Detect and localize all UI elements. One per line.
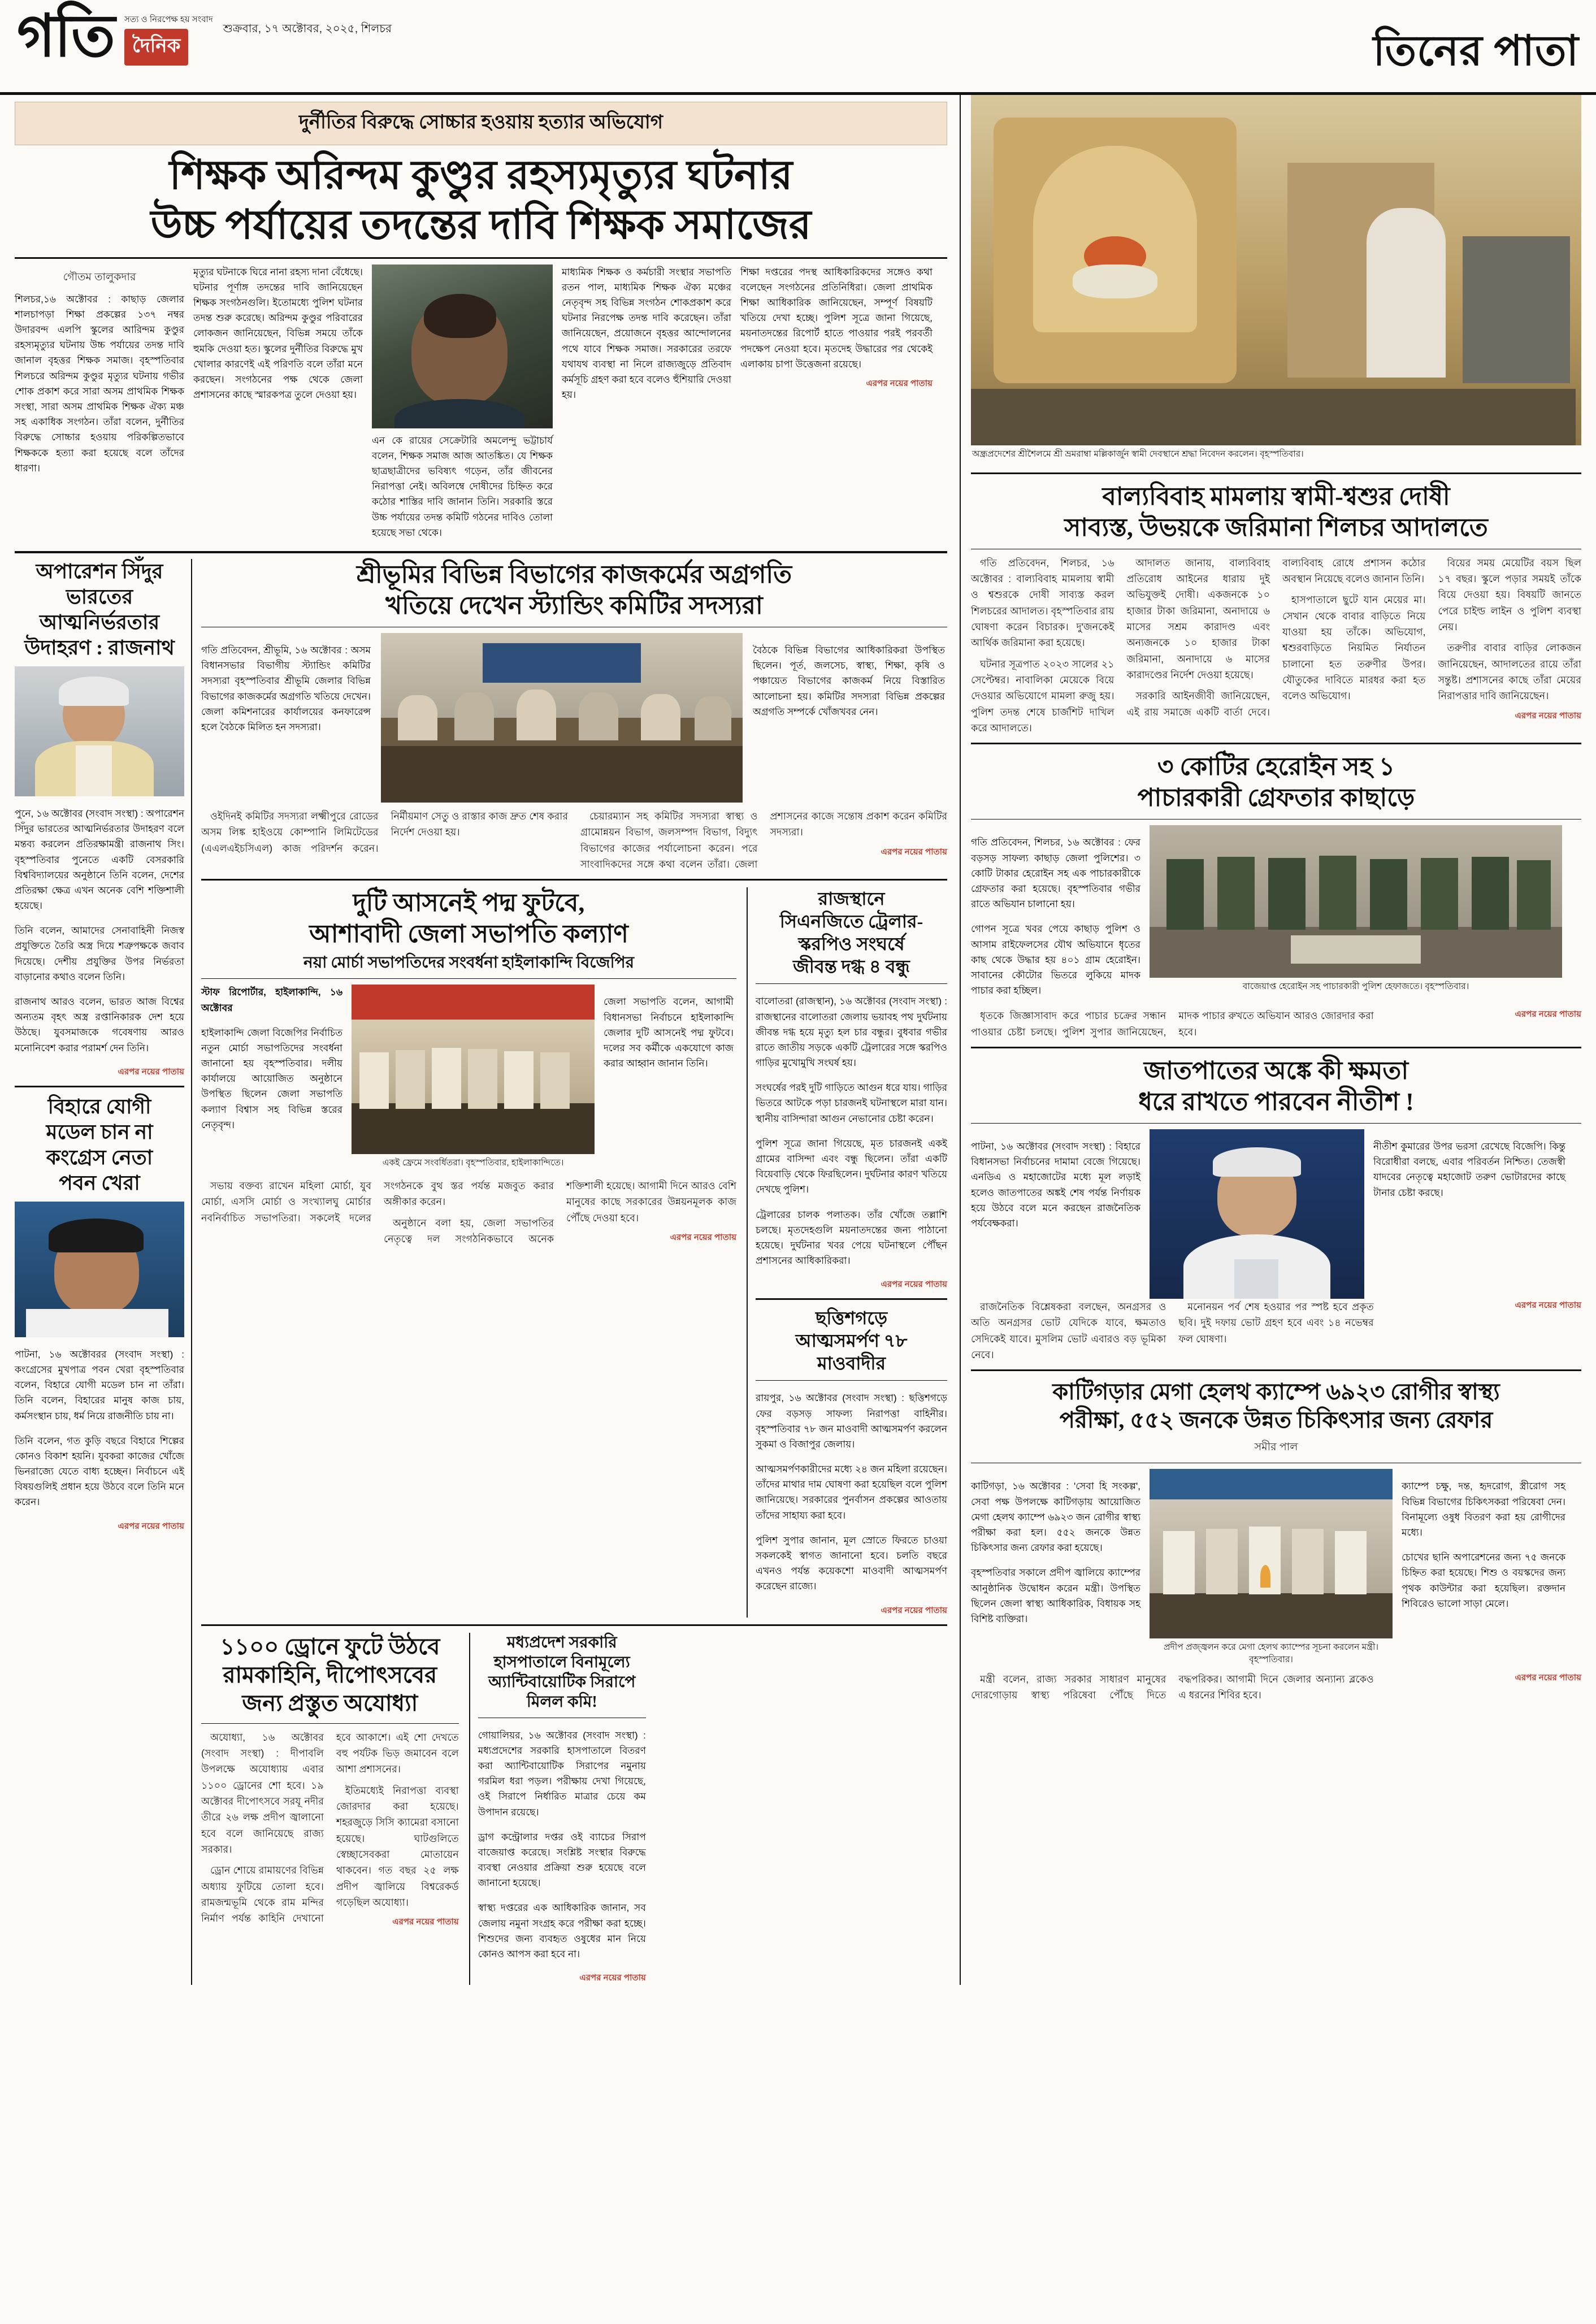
hc-para-3: ক্যাম্পে চক্ষু, দন্ত, হৃদরোগ, স্ত্রীরোগ সহ বিভিন্ন বিভাগের চিকিৎসকরা পরিষেবা দেন। বিনামূল্যে ওষুধ বিতরণ করা হয় রোগীদের মধ্যে। — [1402, 1481, 1565, 1538]
hc-col-1 — [971, 1469, 1140, 1671]
lead-story — [15, 265, 947, 545]
rajnath-head-1: অপারেশন সিঁদুর — [36, 560, 163, 583]
bottom-left-filler — [656, 1633, 947, 1985]
bjp-divider — [201, 978, 736, 979]
masthead — [0, 0, 1596, 95]
dom-para-2: বিয়ের সময় মেয়েটির বয়স ছিল ১৭ বছর। স্কুলে পড়ার সময়ই তাঁকে বিয়ে দেওয়া হয়। বিষয়টি জানতে পেরে চাইল্ড লাইন ও পুলিশ ব্যবস্থা নেয়। — [1438, 557, 1581, 633]
cm-para-4: সরকারি আইনজীবী জানিয়েছেন, এই রায় সমাজে একটি বার্তা দেবে। বাল্যবিবাহ রোধে প্রশাসন কঠোর অবস্থান নিয়েছে বলেও জানান তিনি। — [1126, 557, 1426, 718]
nitish-photo — [1150, 1129, 1364, 1299]
maoist-headline — [756, 1307, 947, 1375]
mp-head-3: অ্যান্টিবায়োটিক সিরাপে — [488, 1673, 636, 1691]
heroin-divider — [971, 819, 1581, 820]
bjp-para-2: জেলা সভাপতি বলেন, আগামী বিধানসভা নির্বাচনে হাইলাকান্দি জেলার দুটি আসনেই পদ্ম ফুটবে। দলের সব কর্মীকে একযোগে কাজ করার আহ্বান জানান তিনি। — [604, 996, 734, 1069]
nitish-lower — [971, 1299, 1581, 1363]
khera-head-2: মডেল চান না — [46, 1120, 153, 1143]
rajnath-headline — [15, 559, 184, 661]
mp-para-3: স্বাস্থ্য দপ্তরের এক আধিকারিক জানান, সব জেলায় নমুনা সংগ্রহ করে পরীক্ষা করা হচ্ছে। শিশুদের জন্য ব্যবহৃত ওষুধের মান নিয়ে কোনও আপস করা হবে না। — [478, 1902, 646, 1960]
standing-head-2: খতিয়ে দেখেন স্ট্যান্ডিং কমিটির সদস্যরা — [385, 591, 763, 619]
maoist-head-1: ছত্তিশগড়ে — [816, 1308, 888, 1329]
left-section — [15, 95, 947, 1985]
standing-para-4: চেয়ারম্যান সহ কমিটির সদস্যরা স্বাস্থ্য ও গ্রামোন্নয়ন বিভাগ, জলসম্পদ বিভাগ, বিদ্যুৎ বিভাগের কাজের পর্যালোচনা করেন। পরে সাংবাদিকদের সঙ্গে কথা বলেন তাঁরা। জেলা প্রশাসনের কাজে সন্তোষ প্রকাশ করেন কমিটির সদস্যরা। — [580, 810, 947, 870]
khera-photo — [15, 1202, 184, 1337]
mp-hospital-story — [469, 1633, 646, 1985]
trailer-para-2: সংঘর্ষের পরই দুটি গাড়িতে আগুন ধরে যায়। গাড়ির ভিতরে আটকে পড়া চারজনই ঘটনাস্থলে মারা যান। স্থানীয় বাসিন্দারা আগুন নেভানোর চেষ্টা করেন। — [756, 1082, 947, 1124]
ayodhya-head-3: জন্য প্রস্তুত অযোধ্যা — [242, 1690, 418, 1716]
hc-byline: সমীর পাল — [1254, 1441, 1298, 1454]
khera-head-4: পবন খেরা — [59, 1171, 140, 1194]
lead-continued: এরপর নয়ের পাতায় — [866, 378, 933, 388]
rajnath-para-2: তিনি বলেন, আমাদের সেনাবাহিনী নিজস্ব প্রযুক্তিতে তৈরি অস্ত্র দিয়ে শত্রুপক্ষকে জবাব দিয়েছে। দেশীয় প্রযুক্তির উপর নির্ভরতা বাড়ানোর কথাও বলেন তিনি। — [15, 925, 184, 982]
hc-photo-wrap — [1150, 1469, 1393, 1671]
rajnath-para-3: রাজনাথ আরও বলেন, ভারত আজ বিশ্বের অন্যতম বৃহৎ অস্ত্র রপ্তানিকারক দেশ হয়ে উঠছে। যুবসমাজকে গবেষণায় আরও মনোনিবেশ করার পরামর্শ দেন তিনি। — [15, 996, 184, 1053]
lead-portrait-photo — [372, 265, 553, 428]
rajnath-para-1: পুনে, ১৬ অক্টোবর (সংবাদ সংস্থা) : অপারেশন সিঁদুর ভারতের আত্মনির্ভরতার উদাহরণ বলে মন্তব্য করলেন প্রতিরক্ষামন্ত্রী রাজনাথ সিং। বৃহস্পতিবার পুনেতে একটি বেসরকারি বিশ্ববিদ্যালয়ের অনুষ্ঠানে তিনি বলেন, দেশের প্রতিরক্ষা ক্ষেত্র এখন অনেক বেশি শক্তিশালী হয়েছে। — [15, 808, 184, 912]
hc-para-5: মন্ত্রী বলেন, রাজ্য সরকার সাধারণ মানুষের দোরগোড়ায় স্বাস্থ্য পরিষেবা পৌঁছে দিতে বদ্ধপরিকর। আগামী দিনে জেলার অন্যান্য ব্লকেও এ ধরনের শিবির হবে। — [971, 1673, 1374, 1701]
nitish-para-3: রাজনৈতিক বিশ্লেষকরা বলছেন, অনগ্রসর ও অতি অনগ্রসর ভোট যেদিকে যাবে, ক্ষমতাও সেদিকেই যাবে। মুসলিম ভোট এবারও বড় ভূমিকা নেবে। — [971, 1301, 1166, 1361]
publication-logo: গতি — [17, 4, 114, 69]
logo-badge: দৈনিক — [124, 29, 188, 66]
srisailam-caption: অন্ধ্রপ্রদেশের শ্রীশৈলমে শ্রী ভ্রমরাম্বা মল্লিকার্জুন স্বামী দেবস্থানে শ্রদ্ধা নিবেদন করলেন। বৃহস্পতিবার। — [972, 449, 1304, 459]
bjp-col-3 — [604, 985, 734, 1174]
mp-head-2: হাসপাতালে বিনামূল্যে — [493, 1653, 630, 1671]
hc-lower — [971, 1671, 1581, 1703]
trailer-headline — [756, 887, 947, 978]
divider-maoist — [756, 1298, 947, 1300]
standing-lower-cols — [201, 808, 947, 872]
child-marriage-headline — [971, 481, 1581, 543]
lead-para-2: মৃত্যুর ঘটনাকে ঘিরে নানা রহস্য দানা বেঁধেছে। ঘটনার পূর্ণাঙ্গ তদন্তের দাবি জানিয়েছেন শিক্ষক সংগঠনগুলি। ইতোমধ্যে পুলিশ ঘটনার তদন্ত শুরু করেছে। অরিন্দম কুণ্ডুর পরিবারের লোকজন জানিয়েছেন, বিভিন্ন সময়ে তাঁকে হুমকি দেওয়া হত। স্কুলের দুর্নীতির বিরুদ্ধে মুখ খোলার কারণেই এই পরিণতি বলে তাঁরা মনে করছেন। সংগঠনের পক্ষ থেকে জেলা প্রশাসনের কাছে স্মারকপত্র তুলে দেওয়া হয়। — [193, 266, 363, 401]
hc-col-3 — [1402, 1469, 1565, 1671]
right-section — [960, 95, 1581, 1985]
maoist-para-2: আত্মসমর্পণকারীদের মধ্যে ২৪ জন মহিলা রয়েছেন। তাঁদের মাথার দাম ঘোষণা করা হয়েছিল বলে পুলিশ জানিয়েছে। সরকারের পুনর্বাসন প্রকল্পের আওতায় তাঁদের সাহায্য করা হবে। — [756, 1464, 947, 1521]
standing-photo-wrap — [381, 633, 743, 803]
heroin-photo — [1150, 825, 1562, 978]
heroin-story — [971, 825, 1581, 1008]
bjp-photo-wrap — [352, 985, 595, 1174]
cm-continued: এরপর নয়ের পাতায় — [1515, 710, 1581, 721]
hc-para-4: চোখের ছানি অপারেশনের জন্য ৭৫ জনকে চিহ্নিত করা হয়েছে। শিশু ও বয়স্কদের জন্য পৃথক কাউন্টার করা হয়েছিল। রক্তদান শিবিরেও ভালো সাড়া মেলে। — [1402, 1552, 1565, 1609]
hc-photo-caption: প্রদীপ প্রজ্জ্বলন করে মেগা হেলথ ক্যাম্পের সূচনা করলেন মন্ত্রী। বৃহস্পতিবার। — [1163, 1642, 1379, 1665]
nitish-divider — [971, 1123, 1581, 1124]
divider-bjp — [201, 879, 947, 881]
maoist-divider — [756, 1380, 947, 1381]
maoist-para-1: রায়পুর, ১৬ অক্টোবর (সংবাদ সংস্থা) : ছত্তিশগড়ে ফের বড়সড় সাফল্য নিরাপত্তা বাহিনীর। বৃহস্পতিবার ৭৮ জন মাওবাদী আত্মসমর্পণ করলেন সুকমা ও বিজাপুর জেলায়। — [756, 1393, 947, 1450]
cm-para-1: গতি প্রতিবেদন, শিলচর, ১৬ অক্টোবর : বাল্যবিবাহ মামলায় স্বামী ও শ্বশুরকে দোষী সাব্যস্ত করল শিলচরের আদালত। বৃহস্পতিবার রায় ঘোষণা করেন বিচারক। দু'জনকেই আর্থিক জরিমানা করা হয়েছে। — [971, 557, 1114, 649]
ayodhya-para-3: ইতিমধ্যেই নিরাপত্তা ব্যবস্থা জোরদার করা হয়েছে। শহরজুড়ে সিসি ক্যামেরা বসানো হয়েছে। ঘাটগুলিতে স্বেচ্ছাসেবকরা মোতায়েন থাকবেন। গত বছর ২৫ লক্ষ প্রদীপ জ্বালিয়ে বিশ্বরেকর্ড গড়েছিল অযোধ্যা। — [336, 1784, 459, 1909]
section-divider-1 — [15, 551, 947, 553]
standing-head-1: শ্রীভূমির বিভিন্ন বিভাগের কাজকর্মের অগ্রগতি — [356, 560, 792, 588]
standing-col-1 — [201, 633, 371, 803]
cm-head-2: সাব্যস্ত, উভয়কে জরিমানা শিলচর আদালতে — [1064, 513, 1488, 541]
health-camp-headline — [971, 1378, 1581, 1434]
divider-child-marriage — [971, 472, 1581, 474]
nitish-para-2: নীতীশ কুমারের উপর ভরসা রেখেছে বিজেপি। কিন্তু বিরোধীরা বলছে, এবার পরিবর্তন নিশ্চিত। তেজস্বী যাদবের নেতৃত্বে মহাজোট তরুণ ভোটারদের কাছে টানার চেষ্টা করছে। — [1373, 1141, 1565, 1198]
nitish-para-1: পাটনা, ১৬ অক্টোবর (সংবাদ সংস্থা) : বিহারে বিধানসভা নির্বাচনের দামামা বেজে গিয়েছে। এনডিএ ও মহাজোটের মধ্যে মূল লড়াই হলেও জাতপাতের অঙ্কই শেষ পর্যন্ত নির্ণায়ক হয়ে উঠবে বলে মনে করছেন রাজনৈতিক পর্যবেক্ষকরা। — [971, 1141, 1140, 1229]
trailer-para-4: ট্রেলারের চালক পলাতক। তাঁর খোঁজে তল্লাশি চলছে। মৃতদেহগুলি ময়নাতদন্তের জন্য পাঠানো হয়েছে। দুর্ঘটনার খবর পেয়ে ঘটনাস্থলে পৌঁছন প্রশাসনের আধিকারিকরা। — [756, 1209, 947, 1267]
bjp-story — [201, 887, 736, 1617]
lead-headline — [15, 149, 947, 259]
bjp-photo-caption: একই ফ্রেমে সংবর্ধিতরা। বৃহস্পতিবার, হাইলাকান্দিতে। — [382, 1158, 564, 1168]
maoist-para-3: পুলিশ সুপার জানান, মূল স্রোতে ফিরতে চাওয়া সকলকেই স্বাগত জানানো হবে। চলতি বছরে এখনও পর্যন্ত কয়েকশো মাওবাদী আত্মসমর্পণ করেছেন রাজ্যে। — [756, 1534, 947, 1592]
khera-continued: এরপর নয়ের পাতায় — [118, 1521, 184, 1531]
standing-continued: এরপর নয়ের পাতায় — [881, 847, 947, 857]
band-2 — [15, 559, 947, 1985]
standing-story — [201, 633, 947, 803]
rajnath-body — [15, 806, 184, 1079]
lead-para-4: মাধ্যমিক শিক্ষক ও কর্মচারী সংস্থার সভাপতি রতন পাল, মাধ্যমিক শিক্ষক ঐক্য মঞ্চের নেতৃবৃন্দ সহ বিভিন্ন সংগঠন শোকপ্রকাশ করে ঘটনার নিরপেক্ষ তদন্ত দাবি করেছেন। তাঁরা জানিয়েছেন, প্রয়োজনে বৃহত্তর আন্দোলনের পথে যাবে শিক্ষক সমাজ। সরকারের তরফে যথাযথ ব্যবস্থা না নিলে রাজ্যজুড়ে প্রতিবাদ কর্মসূচি গ্রহণ করা হবে বলেও হুঁশিয়ারি দেওয়া হয়। — [562, 266, 731, 401]
khera-head-3: কংগ্রেস নেতা — [46, 1146, 153, 1169]
divider-khera — [15, 1086, 184, 1087]
ayodhya-headline — [201, 1633, 459, 1718]
heroin-continued: এরপর নয়ের পাতায় — [1515, 1009, 1581, 1020]
lead-col-5 — [740, 265, 933, 545]
health-camp-photo — [1150, 1469, 1393, 1638]
standing-col-3 — [753, 633, 945, 803]
lead-para-3: এন কে রায়ের সেক্রেটারি অমলেন্দু ভট্টাচার্য বলেন, শিক্ষক সমাজ আজ আতঙ্কিত। যে শিক্ষক ছাত্রছাত্রীদের ভবিষ্যৎ গড়েন, তাঁর জীবনের নিরাপত্তা নেই। অবিলম্বে দোষীদের চিহ্নিত করে কঠোর শাস্তির দাবি জানান তিনি। সরকারি স্তরে উচ্চ পর্যায়ের তদন্ত কমিটি গঠনের দাবিও তোলা হয়েছে সভা থেকে। — [372, 435, 553, 538]
nitish-continued: এরপর নয়ের পাতায় — [1515, 1300, 1581, 1311]
standing-headline — [201, 559, 947, 621]
lead-para-5: শিক্ষা দপ্তরের পদস্থ আধিকারিকদের সঙ্গেও কথা বলেছেন সংগঠনের প্রতিনিধিরা। জেলা প্রাথমিক শিক্ষা আধিকারিক জানিয়েছেন, সম্পূর্ণ বিষয়টি খতিয়ে দেখা হচ্ছে। পুলিশ সূত্রে জানা গিয়েছে, ময়নাতদন্তের রিপোর্ট হাতে পাওয়ার পরই পরবর্তী পদক্ষেপ নেওয়া হবে। মৃতদেহ উদ্ধারের পর থেকেই এলাকায় চাপা উত্তেজনা রয়েছে। — [740, 266, 933, 370]
bjp-para-1: হাইলাকান্দি জেলা বিজেপির নির্বাচিত নতুন মোর্চা সভাপতিদের সংবর্ধনা জানানো হয় বৃহস্পতিবার। দলীয় কার্যালয়ে আয়োজিত অনুষ্ঠানে উপস্থিত ছিলেন জেলা সভাপতি কল্যাণ বিশ্বাস সহ বিভিন্ন স্তরের নেতৃবৃন্দ। — [201, 1027, 342, 1130]
trailer-para-1: বালোতরা (রাজস্থান), ১৬ অক্টোবর (সংবাদ সংস্থা) : রাজস্থানের বালোতরা জেলায় ভয়াবহ পথ দুর্ঘটনায় জীবন্ত দগ্ধ হয়ে মৃত্যু হল চার বন্ধুর। বুধবার গভীর রাতে জাতীয় সড়কে একটি ট্রেলারের সঙ্গে স্করপিও গাড়ির মুখোমুখি সংঘর্ষ হয়। — [756, 996, 947, 1069]
trailer-head-4: জীবন্ত দগ্ধ ৪ বন্ধু — [793, 956, 910, 977]
bjp-and-trailer — [201, 887, 947, 1617]
nitish-para-4: মনোনয়ন পর্ব শেষ হওয়ার পর স্পষ্ট হবে প্রকৃত ছবি। দুই দফায় ভোট গ্রহণ হবে এবং ১৪ নভেম্বর ফল ঘোষণা। — [1178, 1301, 1374, 1345]
child-marriage-body — [971, 555, 1581, 736]
hc-head-1: কাটিগড়ার মেগা হেলথ ক্যাম্পে ৬৯২৩ রোগীর স্বাস্থ্য — [1052, 1379, 1500, 1405]
lead-headline-line2: উচ্চ পর্যায়ের তদন্তের দাবি শিক্ষক সমাজের — [150, 202, 812, 248]
ayodhya-continued: এরপর নয়ের পাতায় — [392, 1917, 459, 1927]
nitish-story — [971, 1129, 1581, 1299]
mp-head-1: মধ্যপ্রদেশ সরকারি — [506, 1633, 617, 1651]
ayodhya-story — [201, 1633, 459, 1985]
hc-continued: এরপর নয়ের পাতায় — [1515, 1672, 1581, 1683]
page-label: তিনের পাতা — [1373, 28, 1579, 75]
ayodhya-body — [201, 1729, 459, 1930]
trailer-column — [747, 887, 947, 1617]
bjp-photo — [352, 985, 595, 1154]
trailer-head-1: রাজস্থানে — [818, 888, 885, 909]
heroin-head-2: পাচারকারী গ্রেফতার কাছাড়ে — [1137, 784, 1415, 812]
page-body — [0, 95, 1596, 1985]
mp-continued: এরপর নয়ের পাতায় — [579, 1973, 646, 1983]
standing-para-1: গতি প্রতিবেদন, শ্রীভূমি, ১৬ অক্টোবর : অসম বিধানসভার বিভাগীয় স্ট্যান্ডিং কমিটির সদস্যরা বৃহস্পতিবার শ্রীভূমি জেলার বিভিন্ন বিভাগের কাজকর্মের অগ্রগতি খতিয়ে দেখেন। জেলা কমিশনারের কার্যালয়ের কনফারেন্স হলে বৈঠকে মিলিত হন সদস্যরা। — [201, 644, 371, 732]
nitish-head-2: ধরে রাখতে পারবেন নীতীশ ! — [1138, 1088, 1414, 1116]
heroin-lower — [971, 1008, 1581, 1040]
lead-col-3 — [372, 265, 553, 545]
maoist-head-2: আত্মসমর্পণ ৭৮ — [795, 1330, 908, 1351]
hc-para-2: বৃহস্পতিবার সকালে প্রদীপ জ্বালিয়ে ক্যাম্পের আনুষ্ঠানিক উদ্বোধন করেন মন্ত্রী। উপস্থিত ছিলেন জেলা স্বাস্থ্য আধিকারিক, বিধায়ক সহ বিশিষ্ট ব্যক্তিরা। — [971, 1567, 1140, 1624]
heroin-col-1 — [971, 825, 1140, 1008]
maoist-body — [756, 1390, 947, 1617]
lead-kicker: দুর্নীতির বিরুদ্ধে সোচ্চার হওয়ায় হত্যার অভিযোগ — [15, 102, 947, 145]
heroin-headline — [971, 751, 1581, 813]
bjp-col-1 — [201, 985, 342, 1174]
khera-body — [15, 1347, 184, 1533]
nitish-photo-wrap — [1150, 1129, 1364, 1299]
divider-nitish — [971, 1047, 1581, 1048]
srisailam-photo — [971, 95, 1581, 445]
lead-para-1: শিলচর,১৬ অক্টোবর : কাছাড় জেলার শালচাপড়া শিক্ষা প্রকল্পের ১৩৭ নম্বর উদারবন্দ এলপি স্কুলের আরিন্দম কুণ্ডুর রহস্যমৃত্যুর ঘটনায় উচ্চ পর্যায়ের তদন্ত দাবি জানাল বৃহত্তর শিক্ষক সমাজ। বৃহস্পতিবার শিলচরে অরিন্দম কুণ্ডুর মৃত্যুর ঘটনায় গভীর শোক প্রকাশ করে সারা অসম প্রাথমিক শিক্ষক সংস্থা, সারা অসম প্রাথমিক শিক্ষক ঐক্য মঞ্চ সহ একাধিক সংগঠন। তাঁরা বলেন, দুর্নীতির বিরুদ্ধে সোচ্চার হওয়ায় পরিকল্পিতভাবে শিক্ষককে হত্যা করা হয়েছে বলে তাঁদের ধারণা। — [15, 293, 184, 474]
lead-headline-line1: শিক্ষক অরিন্দম কুণ্ডুর রহস্যমৃত্যুর ঘটনার — [169, 153, 793, 198]
bjp-head-2: আশাবাদী জেলা সভাপতি কল্যাণ — [309, 920, 628, 948]
nitish-headline — [971, 1055, 1581, 1117]
mp-para-2: ড্রাগ কন্ট্রোলার দপ্তর ওই ব্যাচের সিরাপ বাজেয়াপ্ত করেছে। সংশ্লিষ্ট সংস্থার বিরুদ্ধে ব্যবস্থা নেওয়ার প্রক্রিয়া শুরু হয়েছে বলে জানানো হয়েছে। — [478, 1831, 646, 1889]
heroin-para-1: গতি প্রতিবেদন, শিলচর, ১৬ অক্টোবর : ফের বড়সড় সাফল্য কাছাড় জেলা পুলিশের। ৩ কোটি টাকার হেরোইন সহ এক পাচারকারীকে গ্রেফতার করা হয়েছে। বৃহস্পতিবার গভীর রাতে অভিযান চালানো হয়। — [971, 837, 1140, 910]
mp-body — [478, 1728, 646, 1985]
divider-ayodhya — [201, 1624, 947, 1626]
heroin-para-3: ধৃতকে জিজ্ঞাসাবাদ করে পাচার চক্রের সন্ধান পাওয়ার চেষ্টা চলছে। পুলিশ সুপার জানিয়েছেন, মাদক পাচার রুখতে অভিযান আরও জোরদার করা হবে। — [971, 1010, 1374, 1038]
standing-para-2: বৈঠকে বিভিন্ন বিভাগের আধিকারিকরা উপস্থিত ছিলেন। পূর্ত, জলসেচ, স্বাস্থ্য, শিক্ষা, কৃষি ও পঞ্চায়েত বিভাগের কাজকর্ম নিয়ে বিস্তারিত আলোচনা হয়। কমিটির সদস্যরা বিভিন্ন প্রকল্পের অগ্রগতি সম্পর্কে খোঁজখবর নেন। — [753, 644, 945, 717]
ayodhya-divider — [201, 1723, 459, 1724]
bjp-head-1: দুটি আসনেই পদ্ম ফুটবে, — [353, 889, 585, 917]
mp-para-1: গোয়ালিয়র, ১৬ অক্টোবর (সংবাদ সংস্থা) : মধ্যপ্রদেশের সরকারি হাসপাতালে বিতরণ করা অ্যান্টিবায়োটিক সিরাপের নমুনায় গরমিল ধরা পড়ল। পরীক্ষায় দেখা গিয়েছে, ওই সিরাপে নির্ধারিত মাত্রার চেয়ে কম উপাদান রয়েছে। — [478, 1729, 646, 1818]
dom-para-3: তরুণীর বাবার বাড়ির লোকজন জানিয়েছেন, আদালতের রায়ে তাঁরা সন্তুষ্ট। প্রশাসনের কাছে তাঁরা মেয়ের নিরাপত্তার দাবি জানিয়েছেন। — [1438, 642, 1581, 702]
rajnath-photo — [15, 666, 184, 796]
lead-col-2 — [193, 265, 363, 545]
nitish-col-1 — [971, 1129, 1140, 1299]
cm-head-1: বাল্যবিবাহ মামলায় স্বামী-শ্বশুর দোষী — [1102, 482, 1450, 510]
hc-head-2: পরীক্ষা, ৫৫২ জনকে উন্নত চিকিৎসার জন্য রেফার — [1059, 1407, 1493, 1433]
lead-byline: গৌতম তালুকদার — [63, 271, 136, 283]
ayodhya-head-2: রামকাহিনি, দীপোৎসবের — [223, 1662, 437, 1688]
standing-photo — [381, 633, 743, 803]
lead-col-4 — [562, 265, 731, 545]
bjp-para-3: সভায় বক্তব্য রাখেন মহিলা মোর্চা, যুব মোর্চা, এসসি মোর্চা ও সংখ্যালঘু মোর্চার নবনির্বাচিত সভাপতিরা। সকলেই দলের সংগঠনকে বুথ স্তর পর্যন্ত মজবুত করার অঙ্গীকার করেন। — [201, 1180, 554, 1224]
rajnath-head-2: ভারতের — [66, 585, 133, 608]
logo-tagline: সত্য ও নিরপেক্ষ হয় সংবাদ — [124, 15, 213, 24]
khera-headline — [15, 1094, 184, 1196]
bjp-byline: স্টাফ রিপোর্টার, হাইলাকান্দি, ১৬ অক্টোবর — [201, 987, 342, 1013]
rajnath-head-3: আত্মনির্ভরতার — [39, 610, 160, 634]
trailer-divider — [756, 983, 947, 984]
issue-date: শুক্রবার, ১৭ অক্টোবর, ২০২৫, শিলচর — [223, 23, 392, 35]
ayodhya-para-1: অযোধ্যা, ১৬ অক্টোবর (সংবাদ সংস্থা) : দীপাবলি উপলক্ষে অযোধ্যায় এবার ১১০০ ড্রোনের শো হবে। ১৯ অক্টোবর দীপোৎসবে সরযূ নদীর তীরে ২৬ লক্ষ প্রদীপ জ্বালানো হবে বলে জানিয়েছে রাজ্য সরকার। — [201, 1731, 324, 1855]
masthead-logo — [17, 4, 392, 69]
rajnath-head-4: উদাহরণ : রাজনাথ — [24, 636, 175, 659]
divider-health-camp — [971, 1369, 1581, 1371]
lead-col-1 — [15, 265, 184, 545]
center-block — [201, 559, 947, 1985]
bjp-subhead: নয়া মোর্চা সভাপতিদের সংবর্ধনা হাইলাকান্দি বিজেপির — [303, 954, 635, 972]
ayodhya-head-1: ১১০০ ড্রোনে ফুটে উঠবে — [220, 1633, 440, 1659]
bjp-body-wrap — [201, 985, 736, 1174]
heroin-para-2: গোপন সূত্রে খবর পেয়ে কাছাড় পুলিশ ও আসাম রাইফেলসের যৌথ অভিযানে ধৃতের কাছ থেকে উদ্ধার হয় ৪০১ গ্রাম হেরোইন। সাবানের কৌটোর ভিতরে লুকিয়ে মাদক পাচার করা হচ্ছিল। — [971, 923, 1140, 996]
heroin-photo-wrap — [1150, 825, 1562, 1008]
rajnath-continued: এরপর নয়ের পাতায় — [118, 1066, 184, 1077]
bottom-left-band — [201, 1633, 947, 1985]
heroin-photo-caption: বাজেয়াপ্ত হেরোইন সহ পাচারকারী পুলিশ হেফাজতে। বৃহস্পতিবার। — [1242, 982, 1469, 992]
trailer-head-2: সিএনজিতে ট্রেলার- — [779, 911, 923, 932]
bjp-para-4: অনুষ্ঠানে বলা হয়, জেলা সভাপতির নেতৃত্বে দল সংগঠনিকভাবে অনেক শক্তিশালী হয়েছে। আগামী দিনে আরও বেশি মানুষের কাছে সরকারের উন্নয়নমূলক কাজ পৌঁছে দেওয়া হবে। — [384, 1180, 737, 1245]
cm-para-2: ঘটনার সূত্রপাত ২০২৩ সালের ২১ সেপ্টেম্বর। নাবালিকা মেয়েকে বিয়ে দেওয়ার অভিযোগে মামলা রুজু হয়। পুলিশ তদন্ত শেষে চার্জশিট দাখিল করে আদালতে। — [971, 658, 1114, 734]
bjp-lower-cols — [201, 1178, 736, 1247]
dom-para-1: হাসপাতালে ছুটে যান মেয়ের মা। সেখান থেকে বাবার বাড়িতে নিয়ে যাওয়া হয় তাঁকে। অভিযোগ, শ্বশুরবাড়িতে নিয়মিত নির্যাতন চালানো হত তরুণীর উপর। যৌতুকের দাবিতে মারধর করা হত বলেও অভিযোগ। — [1282, 594, 1426, 702]
nitish-col-3 — [1373, 1129, 1565, 1299]
ayodhya-para-2: ড্রোন শোয়ে রামায়ণের বিভিন্ন অধ্যায় ফুটিয়ে তোলা হবে। রামজন্মভূমি থেকে রাম মন্দির নির্মাণ পর্যন্ত কাহিনি দেখানো হবে আকাশে। এই শো দেখতে বহু পর্যটক ভিড় জমাবেন বলে আশা প্রশাসনের। — [201, 1731, 459, 1924]
heroin-head-1: ৩ কোটির হেরোইন সহ ১ — [1157, 753, 1395, 781]
divider-heroin — [971, 743, 1581, 744]
khera-para-2: তিনি বলেন, গত কুড়ি বছরে বিহারে শিল্পের কোনও বিকাশ হয়নি। যুবকরা কাজের খোঁজে ভিনরাজ্যে যেতে বাধ্য হচ্ছেন। নির্বাচনে এই বিষয়গুলিই প্রধান হয়ে উঠবে বলে তিনি মনে করেন। — [15, 1435, 184, 1508]
maoist-head-3: মাওবাদীর — [817, 1353, 886, 1374]
maoist-continued: এরপর নয়ের পাতায় — [881, 1605, 947, 1615]
standing-para-3: ওইদিনই কমিটির সদস্যরা লক্ষ্মীপুরে রোডের অসম লিঙ্ক হাইওয়ে কোম্পানি লিমিটেডের (এএলএইচসিএল) কাজ পরিদর্শন করেন। নির্মীয়মাণ সেতু ও রাস্তার কাজ দ্রুত শেষ করার নির্দেশ দেওয়া হয়। — [201, 810, 568, 854]
mp-head-4: মিলল কমি! — [526, 1693, 597, 1711]
hc-para-1: কাটিগড়া, ১৬ অক্টোবর : 'সেবা হি সংকল্প', সেবা পক্ষ উপলক্ষে কাটিগড়ায় আয়োজিত মেগা হেলথ ক্যাম্পে ৬৯২৩ জন রোগীর স্বাস্থ্য পরীক্ষা করা হল। ৫৫২ জনকে উন্নত চিকিৎসার জন্য রেফার করা হয়েছে। — [971, 1481, 1140, 1554]
bjp-headline — [201, 887, 736, 949]
health-camp-story — [971, 1469, 1581, 1671]
cm-para-3: আদালত জানায়, বাল্যবিবাহ প্রতিরোধ আইনের ধারায় দুই অভিযুক্তই দোষী। একজনকে ১০ হাজার টাকা জরিমানা, অনাদায়ে ৬ মাসের সশ্রম কারাদণ্ড এবং অন্যজনকে ১০ হাজার টাকা জরিমানা, অনাদায়ে ৬ মাসের কারাদণ্ডের নির্দেশ দেওয়া হয়েছে। — [1126, 557, 1270, 681]
left-narrow-column — [15, 559, 192, 1985]
trailer-continued: এরপর নয়ের পাতায় — [881, 1280, 947, 1290]
nitish-head-1: জাতপাতের অঙ্কে কী ক্ষমতা — [1143, 1057, 1409, 1085]
khera-para-1: পাটনা, ১৬ অক্টোবরর (সংবাদ সংস্থা) : কংগ্রেসের মুখপাত্র পবন খেরা বৃহস্পতিবার বলেন, বিহারে যোগী মডেল চান না তাঁরা। তিনি বলেন, বিহারের মানুষ কাজ চায়, কর্মসংস্থান চায়, ধর্ম নিয়ে রাজনীতি চায় না। — [15, 1349, 184, 1421]
bjp-continued: এরপর নয়ের পাতায় — [670, 1233, 737, 1243]
trailer-body — [756, 994, 947, 1291]
trailer-para-3: পুলিশ সূত্রে জানা গিয়েছে, মৃত চারজনই একই গ্রামের বাসিন্দা এবং বন্ধু ছিলেন। তাঁরা একটি বিয়েবাড়ি থেকে ফিরছিলেন। দুর্ঘটনার কারণ খতিয়ে দেখছে পুলিশ। — [756, 1138, 947, 1195]
khera-head-1: বিহারে যোগী — [47, 1095, 151, 1118]
mp-headline — [478, 1633, 646, 1712]
trailer-head-3: স্করপিও সংঘর্ষে — [798, 934, 905, 955]
